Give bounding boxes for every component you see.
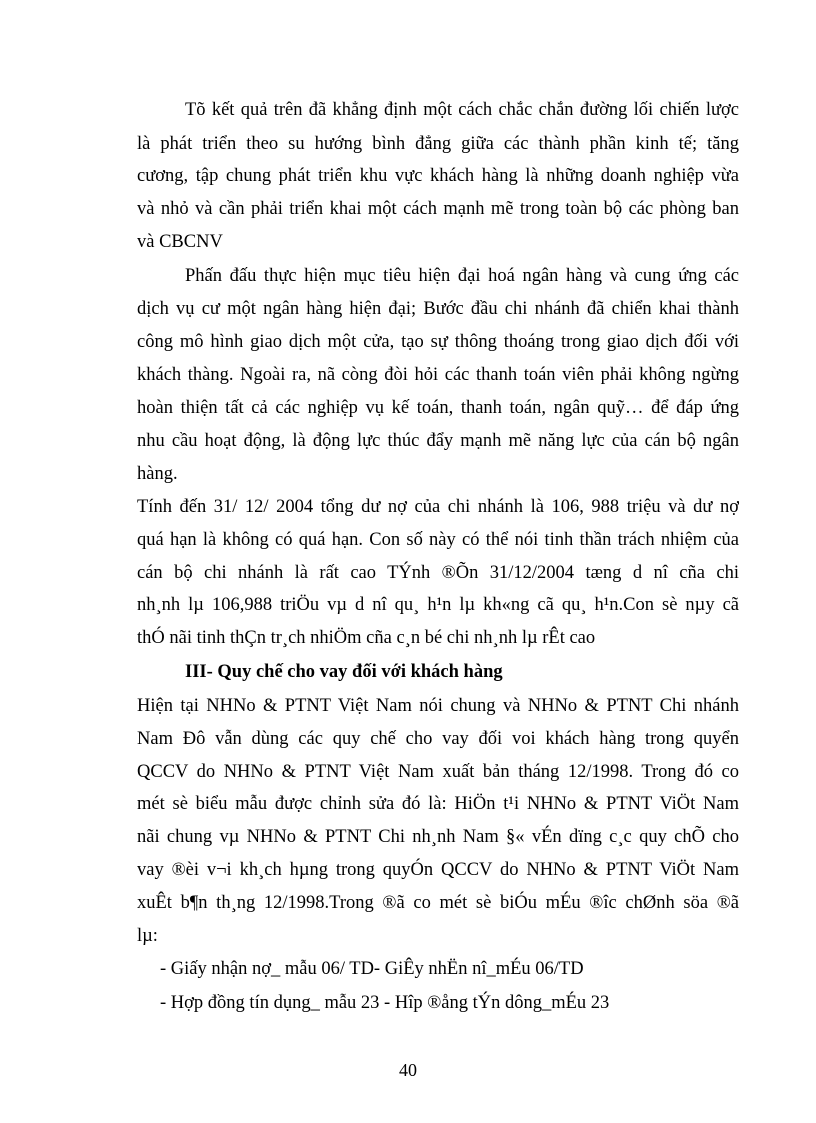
list-item: - Hợp đồng tín dụng_ mẫu 23 - Hîp ®ång tÝn dông_mÉu 23 <box>160 993 610 1013</box>
paragraph-line: là phát triển theo su hướng bình đẳng giữa các thành phần kinh tế; tăng <box>137 134 739 154</box>
section-heading: III- Quy chế cho vay đối với khách hàng <box>185 662 503 682</box>
paragraph-line: vay ®èi v¬i kh¸ch hµng trong quyÓn QCCV do NHNo & PTNT ViÖt Nam <box>137 860 739 880</box>
paragraph-line: khách thàng. Ngoài ra, nã còng đòi hỏi các thanh toán viên phải không ngừng <box>137 365 739 385</box>
paragraph-line: Phấn đấu thực hiện mục tiêu hiện đại hoá ngân hàng và cung ứng các <box>185 266 739 286</box>
paragraph-line: nãi chung vµ NHNo & PTNT Chi nh¸nh Nam §« vÉn dïng c¸c quy chÕ cho <box>137 827 739 847</box>
paragraph-line: Tính đến 31/ 12/ 2004 tổng dư nợ của chi nhánh là 106, 988 triệu và dư nợ <box>137 497 739 517</box>
paragraph-line: quá hạn là không có quá hạn. Con số này có thể nói tinh thần trách nhiệm của <box>137 530 739 550</box>
paragraph-line: công mô hình giao dịch một cửa, tạo sự thông thoáng trong giao dịch đối với <box>137 332 739 352</box>
paragraph-line: Nam Đô vẫn dùng các quy chế cho vay đối voi khách hàng trong quyển <box>137 729 739 749</box>
paragraph-line: hoàn thiện tất cả các nghiệp vụ kế toán, thanh toán, ngân quỹ… để đáp ứng <box>137 398 739 418</box>
paragraph-line: lµ: <box>137 926 158 946</box>
paragraph-line: nh¸nh lµ 106,988 triÖu vµ d nî qu¸ h¹n lµ kh«ng cã qu¸ h¹n.Con sè nµy cã <box>137 595 739 615</box>
paragraph-line: và nhỏ và cần phải triển khai một cách mạnh mẽ trong toàn bộ các phòng ban <box>137 199 739 219</box>
paragraph-line: dịch vụ cư một ngân hàng hiện đại; Bước đầu chi nhánh đã chiển khai thành <box>137 299 739 319</box>
paragraph-line: thÓ nãi tinh thÇn tr¸ch nhiÖm cña c¸n bé chi nh¸nh lµ rÊt cao <box>137 628 596 648</box>
paragraph-line: Hiện tại NHNo & PTNT Việt Nam nói chung và NHNo & PTNT Chi nhánh <box>137 696 739 716</box>
paragraph-line: nhu cầu hoạt động, là động lực thúc đẩy mạnh mẽ năng lực của cán bộ ngân <box>137 431 739 451</box>
page-number: 40 <box>399 1060 417 1080</box>
paragraph-line: mét sè biểu mẫu được chỉnh sửa đó là: HiÖn t¹i NHNo & PTNT ViÖt Nam <box>137 794 739 814</box>
list-item: - Giấy nhận nợ_ mẫu 06/ TD- GiÊy nhËn nî_mÉu 06/TD <box>160 959 584 979</box>
paragraph-line: cán bộ chi nhánh là rất cao TÝnh ®Õn 31/12/2004 tæng d nî cña chi <box>137 563 739 583</box>
paragraph-line: hàng. <box>137 464 178 484</box>
paragraph-line: cương, tập chung phát triển khu vực khách hàng là những doanh nghiệp vừa <box>137 166 739 186</box>
paragraph-line: và CBCNV <box>137 232 223 252</box>
paragraph-line: xuÊt b¶n th¸ng 12/1998.Trong ®ã co mét sè biÓu mÉu ®îc chØnh söa ®ã <box>137 893 739 913</box>
paragraph-line: QCCV do NHNo & PTNT Việt Nam xuất bản tháng 12/1998. Trong đó co <box>137 762 739 782</box>
paragraph-line: Tõ kết quả trên đã khẳng định một cách chắc chắn đường lối chiến lược <box>185 100 739 120</box>
